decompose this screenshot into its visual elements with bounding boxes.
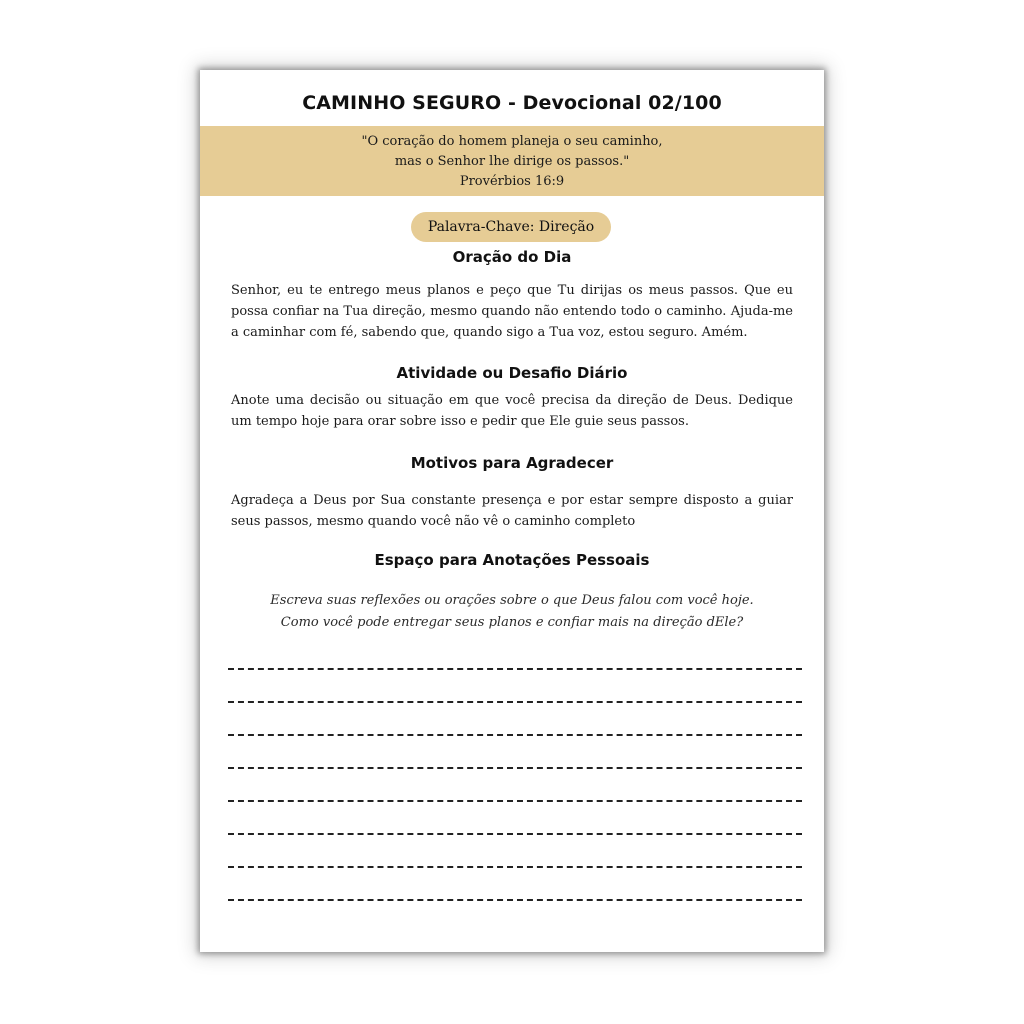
prayer-text: Senhor, eu te entrego meus planos e peço que Tu dirijas os meus passos. Que eu possa confiar na Tua direção, mesmo quando não entendo todo o caminho. Ajuda-me a caminhar com fé, sabendo que, quando sigo a Tua voz, estou seguro. Amém. (231, 283, 793, 340)
notes-line[interactable] (228, 764, 802, 797)
notes-line[interactable] (228, 731, 802, 764)
keyword-badge: Palavra-Chave: Direção (411, 212, 611, 242)
notes-line[interactable] (228, 797, 802, 830)
verse-line-1: "O coração do homem planeja o seu caminho, (361, 134, 663, 149)
bible-verse (200, 132, 824, 192)
notes-heading: Espaço para Anotações Pessoais (374, 551, 650, 569)
notes-line[interactable] (228, 896, 802, 929)
devotional-page (200, 70, 824, 952)
verse-reference: Provérbios 16:9 (459, 174, 565, 189)
notes-line[interactable] (228, 665, 802, 698)
prayer-heading: Oração do Dia (452, 248, 572, 266)
verse-banner (200, 126, 824, 196)
page-title: CAMINHO SEGURO - Devocional 02/100 (302, 92, 722, 114)
notes-line[interactable] (228, 863, 802, 896)
activity-heading: Atividade ou Desafio Diário (396, 364, 628, 382)
notes-line[interactable] (228, 698, 802, 731)
notes-line[interactable] (228, 830, 802, 863)
notes-prompt-line-1: Escreva suas reflexões ou orações sobre o que Deus falou com você hoje. (270, 593, 754, 608)
gratitude-text: Agradeça a Deus por Sua constante presença e por estar sempre disposto a guiar seus passos, mesmo quando você não vê o caminho completo (231, 493, 793, 529)
gratitude-heading: Motivos para Agradecer (410, 454, 614, 472)
notes-prompt (200, 590, 824, 634)
notes-writing-lines[interactable] (228, 665, 802, 929)
verse-line-2: mas o Senhor lhe dirige os passos." (394, 154, 630, 169)
activity-text: Anote uma decisão ou situação em que você precisa da direção de Deus. Dedique um tempo hoje para orar sobre isso e pedir que Ele guie seus passos. (231, 393, 793, 429)
notes-prompt-line-2: Como você pode entregar seus planos e confiar mais na direção dEle? (280, 615, 744, 630)
